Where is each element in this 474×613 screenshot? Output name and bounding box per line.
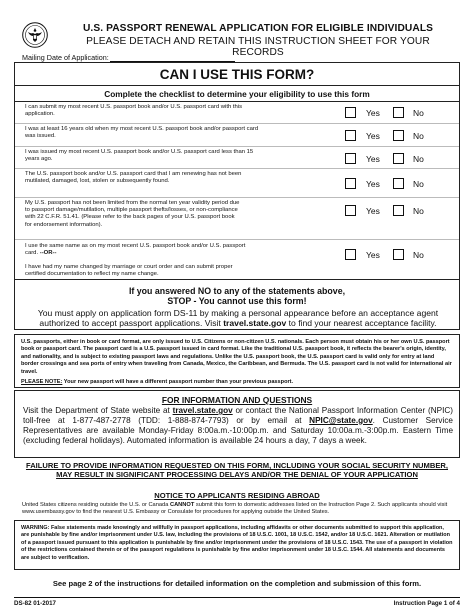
- no-label: No: [413, 154, 424, 164]
- notice-heading: NOTICE TO APPLICANTS RESIDING ABROAD: [154, 491, 320, 500]
- travel-state-link[interactable]: travel.state.gov: [223, 318, 287, 328]
- notice-body: [22, 502, 452, 516]
- or-separator: --OR--: [39, 250, 57, 257]
- checklist-row: [15, 198, 459, 240]
- checklist-title: CAN I USE THIS FORM?: [159, 67, 315, 82]
- yes-checkbox[interactable]: [345, 153, 356, 164]
- form-title: U.S. PASSPORT RENEWAL APPLICATION FOR ELIGIBLE INDIVIDUALS: [82, 23, 434, 34]
- no-checkbox[interactable]: [393, 153, 404, 164]
- failure-line-1: FAILURE TO PROVIDE INFORMATION REQUESTED ON THIS FORM, INCLUDING YOUR SOCIAL SECURITY NUMBER,: [25, 461, 449, 470]
- yes-label: Yes: [366, 131, 380, 141]
- stop-instructions: [23, 308, 453, 328]
- no-label: No: [413, 131, 424, 141]
- yes-checkbox[interactable]: [345, 178, 356, 189]
- checklist-subtitle: Complete the checklist to determine your eligibility to use this form: [104, 89, 370, 99]
- see-page-2-note: See page 2 of the instructions for detailed information on the completion and submission of this form.: [52, 579, 422, 588]
- notice-text: submit this form to domestic addresses listed on the Instruction Page 2. Such applicants should visit www.usembassy.gov to find the nearest U.S. Embassy or Consulate for procedures for applying outside the United States.: [22, 502, 448, 516]
- question-text: I was issued my most recent U.S. passport book and/or U.S. passport card less than 15 years ago.: [25, 149, 254, 163]
- form-subtitle: PLEASE DETACH AND RETAIN THIS INSTRUCTION SHEET FOR YOUR RECORDS: [86, 36, 430, 58]
- notice-text: United States citizens residing outside the U.S. or Canada: [22, 502, 170, 508]
- info-text: or contact the National Passport Information Center (NPIC) toll-free at 1-877-487-2778 (TDD: 1-888-874-7793) or by email at: [23, 406, 454, 425]
- department-of-state-seal-icon: [22, 22, 48, 48]
- warning-box: WARNING: False statements made knowingly and willfully in passport applications, including affidavits or other documents submitted to support this application, are punishable by fine and/or imprisonment under U.S. law, including the provisions of 18 U.S.C. 1001, 18 U.S.C. 1542, and/or 18 U.S.C. 1621. Alteration or mutilation of a passport issued pursuant to this application is punishable by fine and/or imprisonment under the provisions of 18 U.S.C. 1543. The use of a passport in violation of the restrictions contained therein or of the passport regulations is punishable by fine and/or imprisonment under 18 U.S.C. 1544. All statements and documents are subject to verification.: [14, 520, 460, 570]
- no-label: No: [413, 179, 424, 189]
- info-heading: [15, 395, 459, 405]
- yes-label: Yes: [366, 250, 380, 260]
- checklist-row: [15, 124, 459, 147]
- mailing-date-row: [22, 53, 235, 62]
- yes-checkbox[interactable]: [345, 130, 356, 141]
- yes-checkbox[interactable]: [345, 205, 356, 216]
- info-heading-text: FOR INFORMATION AND QUESTIONS: [161, 395, 313, 405]
- checklist-row: [15, 102, 459, 124]
- failure-warning: [14, 461, 460, 480]
- checklist-row: [15, 169, 459, 198]
- info-paragraph: U.S. passports, either in book or card format, are only issued to U.S. Citizens or non-citizen U.S. nationals. Each person must obtain his or her own U.S. passport book or passport card. The passport card is a U.S. passport issued in card format. Like the traditional U.S. passport book, it reflects the bearer's origin, identity, and nationality, and is subject to existing passport laws and regulations. Unlike the U.S. passport book, the U.S. passport card is valid only for entry at land border crossings and sea ports of entry when traveling from Canada, Mexico, the Caribbean, and Bermuda. The U.S. passport card is not valid for international air travel.: [21, 339, 452, 375]
- page-number: Instruction Page 1 of 4: [393, 600, 460, 607]
- question-text: The U.S. passport book and/or U.S. passport card that I am renewing has not been mutilated, damaged, lost, stolen or subsequently found.: [25, 171, 242, 185]
- no-checkbox[interactable]: [393, 178, 404, 189]
- please-note-label: PLEASE NOTE:: [21, 379, 63, 386]
- please-note-text: Your new passport will have a different passport number than your previous passport.: [62, 379, 294, 386]
- question-text: I was at least 16 years old when my most recent U.S. passport book and/or passport card was issued.: [25, 126, 259, 140]
- yes-label: Yes: [366, 179, 380, 189]
- yes-label: Yes: [366, 154, 380, 164]
- no-label: No: [413, 108, 424, 118]
- yes-checkbox[interactable]: [345, 249, 356, 260]
- stop-line-1: If you answered NO to any of the statements above,: [128, 286, 346, 296]
- question-text: My U.S. passport has not been limited from the normal ten year validity period due to passport damage/mutilation, multiple passport thefts/losses, or non-compliance with 22 C.F.R. 51.41. (Please refer to the back pages of your U.S. passport book for endorsement information).: [25, 200, 240, 228]
- yes-label: Yes: [366, 108, 380, 118]
- question-text: I can submit my most recent U.S. passport book and/or U.S. passport card with this application.: [25, 104, 243, 118]
- divider: [15, 85, 459, 86]
- no-checkbox[interactable]: [393, 249, 404, 260]
- stop-line-2: STOP - You cannot use this form!: [167, 296, 307, 306]
- question-text-part-1: I use the same name as on my most recent U.S. passport book and/or U.S. passport card.: [25, 243, 246, 257]
- mailing-date-field[interactable]: [110, 53, 235, 62]
- stop-text: You must apply on application form DS-11 by making a personal appearance before an acceptance agent authorized to accept passport applications. Visit: [37, 308, 439, 328]
- travel-state-link[interactable]: travel.state.gov: [172, 406, 233, 415]
- information-and-questions: [14, 390, 460, 458]
- stop-text-end: to find your nearest acceptance facility.: [286, 318, 437, 328]
- question-text-part-2: I have had my name changed by marriage or court order and can submit proper certified documentation to reflect my name change.: [25, 264, 233, 278]
- yes-checkbox[interactable]: [345, 107, 356, 118]
- no-checkbox[interactable]: [393, 107, 404, 118]
- yes-label: Yes: [366, 206, 380, 216]
- question-text: [25, 243, 250, 257]
- info-text: . Customer Service Representatives are available Monday-Friday 8:00a.m.-10:00p.m. and Saturday 10:00a.m.-3:00p.m. Eastern Time (excluding federal holidays). Automated information is available 24 hours a day, 7 days a week.: [23, 415, 453, 445]
- notice-emphasis: CANNOT: [169, 502, 195, 508]
- mailing-date-label: Mailing Date of Application:: [22, 53, 109, 62]
- no-checkbox[interactable]: [393, 130, 404, 141]
- please-note: [21, 379, 453, 386]
- checklist-row: [15, 240, 459, 280]
- footer-rule: [14, 597, 460, 598]
- npic-email-link[interactable]: NPIC@state.gov: [309, 415, 373, 425]
- failure-line-2: MAY RESULT IN SIGNIFICANT PROCESSING DELAYS AND/OR THE DENIAL OF YOUR APPLICATION: [56, 470, 418, 480]
- info-body: [23, 406, 453, 446]
- info-text: Visit the Department of State website at: [23, 406, 173, 415]
- no-label: No: [413, 250, 424, 260]
- checklist-row: [15, 147, 459, 169]
- form-number: DS-82 01-2017: [14, 600, 56, 607]
- no-label: No: [413, 206, 424, 216]
- passport-info-box: [14, 334, 460, 388]
- stop-notice: [14, 280, 460, 330]
- no-checkbox[interactable]: [393, 205, 404, 216]
- eligibility-checklist: [14, 62, 460, 280]
